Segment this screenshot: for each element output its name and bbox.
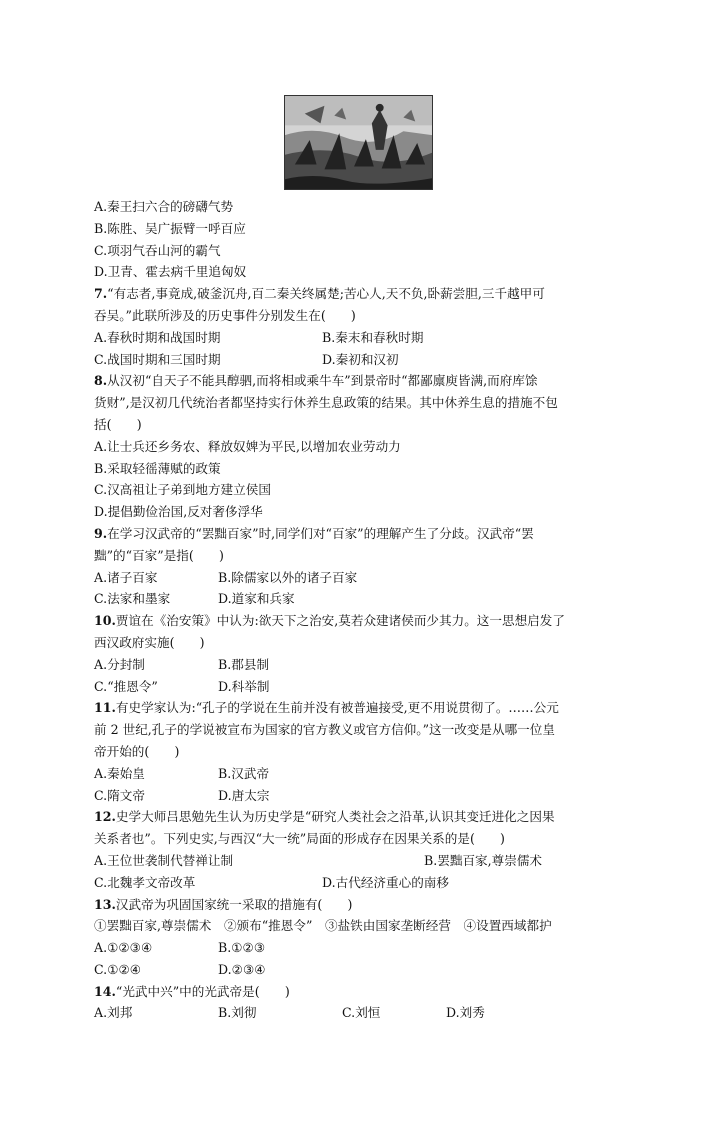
q9-option-b: B.除儒家以外的诸子百家 (218, 569, 358, 585)
q11-number: 11. (94, 700, 116, 716)
q8-option-d: D.提倡勤俭治国,反对奢侈浮华 (94, 504, 263, 520)
battle-illustration (284, 95, 433, 190)
q13-option-c: C.①②④ (94, 961, 142, 977)
q12-option-b: B.罢黜百家,尊崇儒术 (424, 852, 543, 868)
q12-option-c: C.北魏孝文帝改革 (94, 874, 196, 890)
q8-number: 8. (94, 373, 108, 389)
q10-option-c: C.“推恩令” (94, 678, 158, 694)
battle-scene-image (285, 96, 432, 189)
q13-option-b: B.①②③ (218, 940, 266, 956)
q11-options-row1 (94, 763, 634, 785)
q6-option-a: A.秦王扫六合的磅礴气势 (94, 199, 234, 214)
q13-option-d: D.②③④ (218, 961, 266, 977)
q8-stem-line1 (94, 370, 634, 392)
q10-options-row2 (94, 676, 634, 698)
q11-option-d: D.唐太宗 (218, 787, 270, 803)
q10-number: 10. (94, 613, 116, 629)
q7-options-row2 (94, 349, 634, 371)
q14-option-a: A.刘邦 (94, 1005, 133, 1021)
q9-stem-line1 (94, 523, 634, 545)
q10-option-d: D.科举制 (218, 678, 270, 694)
q13-options-row1 (94, 937, 634, 959)
q14-option-b: B.刘彻 (218, 1005, 257, 1021)
q10-stem-text1: 贾谊在《治安策》中认为:欲天下之治安,莫若众建诸侯而少其力。这一思想启发了 (115, 613, 565, 629)
q7-number: 7. (94, 286, 108, 302)
q7-stem-line1 (94, 283, 634, 305)
q8-option-c: C.汉高祖让子弟到地方建立侯国 (94, 482, 271, 498)
q12-options-row1 (94, 850, 634, 872)
q11-options-row2 (94, 785, 634, 807)
q9-number: 9. (94, 525, 108, 541)
q7-option-a: A.春秋时期和战国时期 (94, 329, 221, 345)
q6-option-c: C.项羽气吞山河的霸气 (94, 242, 221, 258)
q9-options-row2 (94, 588, 634, 610)
q14-options-row (94, 1002, 634, 1024)
q13-number: 13. (94, 896, 116, 912)
q9-stem-text1: 在学习汉武帝的“罢黜百家”时,同学们对“百家”的理解产生了分歧。汉武帝“罢 (107, 525, 534, 541)
q12-option-a: A.王位世袭制代替禅让制 (94, 852, 234, 868)
q6-option-d: D.卫青、霍去病千里追匈奴 (94, 264, 247, 280)
q7-option-b: B.秦末和春秋时期 (322, 329, 424, 345)
q7-option-d: D.秦初和汉初 (322, 351, 399, 367)
q9-option-c: C.法家和墨家 (94, 591, 171, 607)
q10-stem-line1 (94, 610, 634, 632)
q11-stem-line1 (94, 697, 634, 719)
q10-option-b: B.郡县制 (218, 656, 270, 672)
q13-stem-line2: ①罢黜百家,尊崇儒术 ②颁布“推恩令” ③盐铁由国家垄断经营 ④设置西域都护 (94, 918, 552, 934)
q14-number: 14. (94, 983, 116, 999)
q7-options-row1 (94, 327, 634, 349)
q12-option-d: D.古代经济重心的南移 (322, 874, 449, 890)
q13-stem-text1: 汉武帝为巩固国家统一采取的措施有( ) (115, 896, 353, 912)
q8-stem-text1: 从汉初“自天子不能具醇驷,而将相或乘牛车”到景帝时“都鄙廪庾皆满,而府库馀 (107, 373, 538, 389)
q12-number: 12. (94, 809, 116, 825)
q14-option-c: C.刘恒 (342, 1005, 381, 1021)
q13-options-row2 (94, 959, 634, 981)
q14-stem-line1 (94, 981, 634, 1003)
q9-options-row1 (94, 567, 634, 589)
q13-stem-line1 (94, 894, 634, 916)
q12-stem-text1: 史学大师吕思勉先生认为历史学是“研究人类社会之沿革,认识其变迁进化之因果 (115, 809, 555, 825)
q8-stem-line3: 括( ) (94, 416, 142, 432)
q12-stem-line1 (94, 806, 634, 828)
q14-option-d: D.刘秀 (446, 1005, 485, 1021)
q7-option-c: C.战国时期和三国时期 (94, 351, 221, 367)
q11-option-b: B.汉武帝 (218, 765, 270, 781)
q12-options-row2 (94, 872, 634, 894)
q11-stem-line3: 帝开始的( ) (94, 743, 180, 759)
q10-options-row1 (94, 654, 634, 676)
q11-option-a: A.秦始皇 (94, 765, 145, 781)
q11-stem-line2: 前 2 世纪,孔子的学说被宣布为国家的官方教义或官方信仰。”这一改变是从哪一位皇 (94, 722, 555, 738)
q7-stem-text1: “有志者,事竟成,破釜沉舟,百二秦关终属楚;苦心人,天不负,卧薪尝胆,三千越甲可 (107, 286, 545, 302)
q8-stem-line2: 货财”,是汉初几代统治者都坚持实行休养生息政策的结果。其中休养生息的措施不包 (94, 395, 558, 411)
q8-option-a: A.让士兵还乡务农、释放奴婢为平民,以增加农业劳动力 (94, 438, 401, 454)
q14-stem-text1: “光武中兴”中的光武帝是( ) (115, 983, 290, 999)
q6-option-b: B.陈胜、吴广振臂一呼百应 (94, 220, 246, 236)
q7-stem-line2: 吞吴。”此联所涉及的历史事件分别发生在( ) (94, 307, 356, 323)
q9-option-a: A.诸子百家 (94, 569, 158, 585)
q13-option-a: A.①②③④ (94, 940, 153, 956)
question-content (94, 196, 634, 1024)
q9-option-d: D.道家和兵家 (218, 591, 295, 607)
q8-option-b: B.采取轻徭薄赋的政策 (94, 460, 221, 476)
q10-option-a: A.分封制 (94, 656, 145, 672)
q9-stem-line2: 黜”的“百家”是指( ) (94, 547, 224, 563)
q11-stem-text1: 有史学家认为:“孔子的学说在生前并没有被普遍接受,更不用说贯彻了。……公元 (115, 700, 559, 716)
q10-stem-line2: 西汉政府实施( ) (94, 634, 205, 650)
q12-stem-line2: 关系者也”。下列史实,与西汉“大一统”局面的形成存在因果关系的是( ) (94, 831, 505, 847)
q11-option-c: C.隋文帝 (94, 787, 145, 803)
